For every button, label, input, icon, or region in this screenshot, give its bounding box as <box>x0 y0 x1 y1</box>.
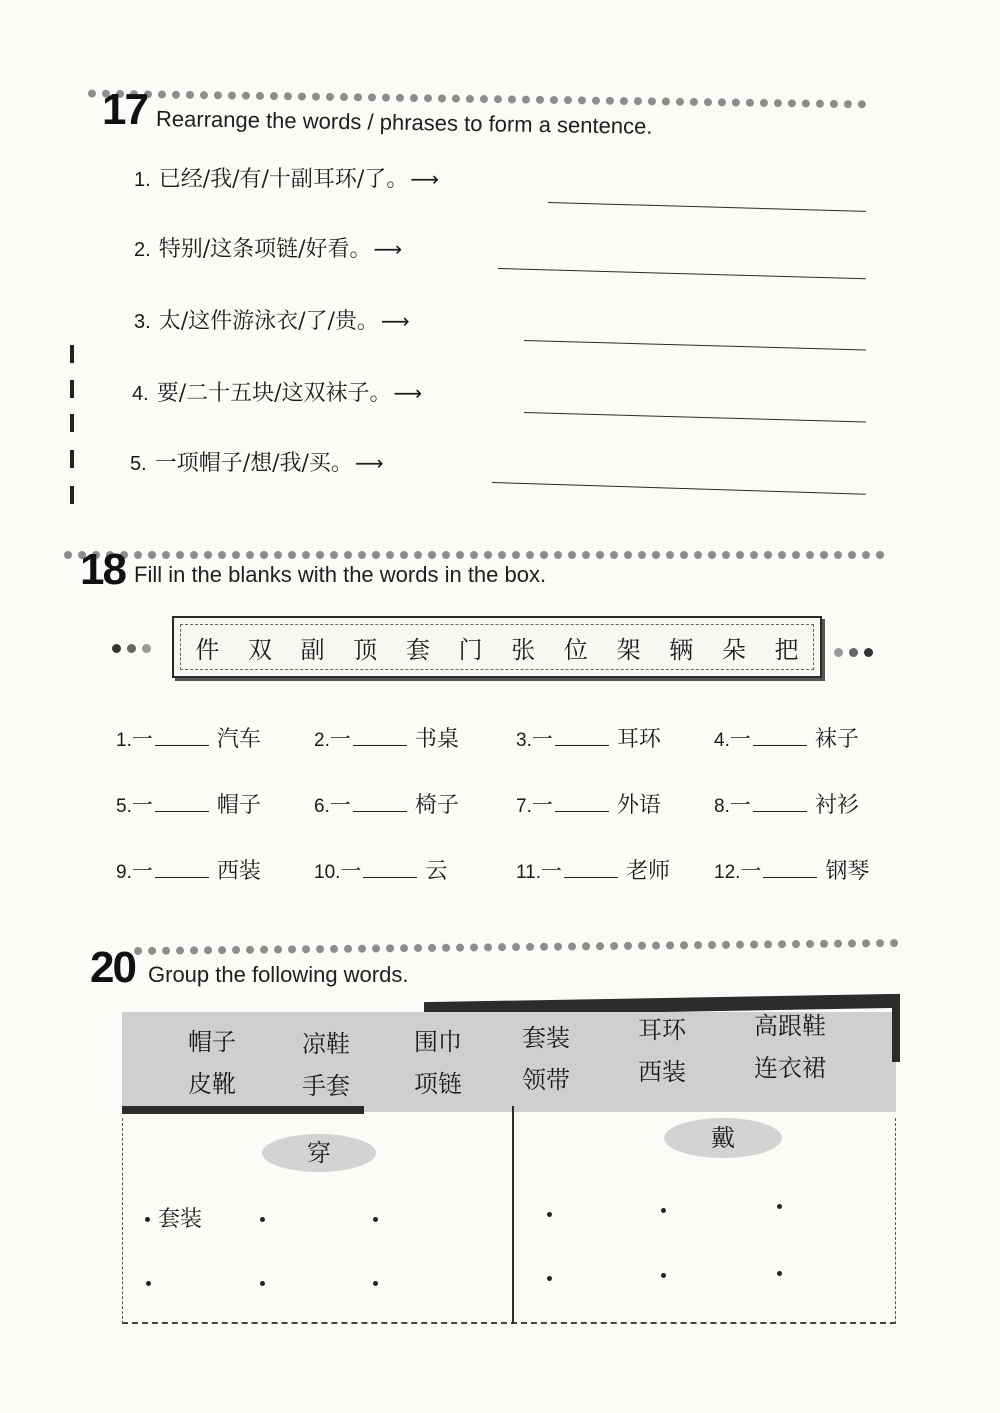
group-word: 皮靴 <box>188 1070 236 1098</box>
arrow-icon: ⟶ <box>380 309 410 333</box>
bullet-dot <box>777 1271 782 1276</box>
measure-noun: 汽车 <box>216 727 261 752</box>
margin-mark <box>70 450 74 468</box>
group-word: 帽子 <box>188 1028 236 1056</box>
bullet-dot <box>260 1281 265 1286</box>
answer-line[interactable] <box>492 482 866 495</box>
arrow-icon: ⟶ <box>373 237 403 261</box>
measure-noun: 钢琴 <box>825 859 870 884</box>
fill-blank-item: 11.一 老师 <box>516 859 671 884</box>
prefix-yi: 一 <box>131 859 153 883</box>
bullet-dot <box>260 1217 265 1222</box>
margin-mark <box>70 486 74 504</box>
box-word: 架 <box>616 635 641 664</box>
exercise-17-item: 5. 一项帽子/想/我/买。 ⟶ <box>130 451 384 476</box>
fill-blank-item: 12.一 钢琴 <box>714 859 870 884</box>
exercise-17-number: 17 <box>102 85 147 134</box>
prefix-yi: 一 <box>329 793 351 817</box>
group-word: 凉鞋 <box>302 1030 350 1058</box>
bullet-dot <box>373 1281 378 1286</box>
blank-field[interactable] <box>753 793 807 812</box>
blank-field[interactable] <box>155 793 209 812</box>
exercise-18-title: Fill in the blanks with the words in the box. <box>134 562 547 587</box>
prefix-yi: 一 <box>131 793 153 817</box>
prefix-yi: 一 <box>131 727 153 751</box>
fill-blank-item: 3.一 耳环 <box>516 727 661 752</box>
group-word: 围巾 <box>414 1028 462 1056</box>
decor-dots-right <box>834 644 879 662</box>
measure-noun: 帽子 <box>216 793 261 818</box>
word-box <box>172 616 822 678</box>
arrow-icon: ⟶ <box>354 451 384 475</box>
bullet-dot <box>661 1208 666 1213</box>
box-word: 顶 <box>353 635 378 664</box>
box-word: 套 <box>405 635 430 664</box>
decor-dots-left <box>112 640 157 658</box>
measure-noun: 椅子 <box>414 793 459 818</box>
word-box-words <box>180 624 814 670</box>
column-divider <box>512 1106 514 1324</box>
exercise-20-number: 20 <box>90 943 135 992</box>
prefix-yi: 一 <box>531 793 553 817</box>
group-word: 手套 <box>302 1072 350 1100</box>
exercise-18-number: 18 <box>80 545 125 594</box>
box-word: 双 <box>247 635 272 664</box>
box-word: 朵 <box>721 635 746 664</box>
example-answer: 套装 <box>158 1207 203 1232</box>
prefix-yi: 一 <box>729 793 751 817</box>
dot-divider <box>64 546 894 556</box>
measure-noun: 外语 <box>616 793 661 818</box>
box-word: 辆 <box>669 635 694 664</box>
group-word: 套装 <box>522 1024 570 1052</box>
bullet-dot <box>661 1273 666 1278</box>
prefix-yi: 一 <box>531 727 553 751</box>
measure-noun: 衬衫 <box>814 793 859 818</box>
blank-field[interactable] <box>155 727 209 746</box>
exercise-17-title: Rearrange the words / phrases to form a sentence. <box>155 106 653 139</box>
bullet-dot <box>547 1212 552 1217</box>
box-word: 件 <box>195 635 220 664</box>
box-word: 副 <box>300 635 325 664</box>
column-header-wear: 穿 <box>262 1134 376 1172</box>
measure-noun: 书桌 <box>414 727 459 752</box>
bullet-dot <box>145 1217 150 1222</box>
fill-blank-item: 4.一 袜子 <box>714 727 859 752</box>
box-word: 位 <box>563 635 588 664</box>
measure-noun: 云 <box>425 859 448 884</box>
exercise-17-item: 3. 太/这件游泳衣/了/贵。 ⟶ <box>134 309 410 334</box>
group-word: 西装 <box>638 1058 686 1086</box>
prefix-yi: 一 <box>541 859 563 883</box>
bullet-dot <box>777 1204 782 1209</box>
prefix-yi: 一 <box>329 727 351 751</box>
box-word: 张 <box>511 635 536 664</box>
blank-field[interactable] <box>564 859 618 878</box>
fill-blank-item: 2.一 书桌 <box>314 727 459 752</box>
exercise-17-item: 4. 要/二十五块/这双袜子。 ⟶ <box>132 381 423 406</box>
prefix-yi: 一 <box>340 859 362 883</box>
blank-field[interactable] <box>763 859 817 878</box>
arrow-icon: ⟶ <box>393 381 423 405</box>
arrow-icon: ⟶ <box>410 167 440 191</box>
grouping-table <box>122 1118 896 1324</box>
prefix-yi: 一 <box>729 727 751 751</box>
margin-mark <box>70 345 74 363</box>
answer-line[interactable] <box>498 268 866 279</box>
group-word: 连衣裙 <box>754 1054 826 1082</box>
dot-divider <box>88 84 878 105</box>
fill-blank-item: 10.一 云 <box>314 859 448 884</box>
margin-mark <box>70 414 74 432</box>
band-border <box>122 1106 364 1114</box>
fill-blank-item: 5.一 帽子 <box>116 793 261 818</box>
answer-line[interactable] <box>548 202 866 212</box>
answer-line[interactable] <box>524 412 866 423</box>
blank-field[interactable] <box>555 727 609 746</box>
fill-blank-item: 7.一 外语 <box>516 793 661 818</box>
box-word: 门 <box>458 635 483 664</box>
group-word: 耳环 <box>638 1016 686 1044</box>
fill-blank-item: 1.一 汽车 <box>116 727 261 752</box>
blank-field[interactable] <box>753 727 807 746</box>
fill-blank-item: 6.一 椅子 <box>314 793 459 818</box>
measure-noun: 袜子 <box>814 727 859 752</box>
column-header-put-on: 戴 <box>664 1118 782 1158</box>
measure-noun: 老师 <box>626 859 671 884</box>
exercise-17-item: 2. 特别/这条项链/好看。 ⟶ <box>134 237 403 262</box>
measure-noun: 耳环 <box>616 727 661 752</box>
margin-mark <box>70 380 74 398</box>
group-word: 领带 <box>522 1066 570 1094</box>
bullet-dot <box>146 1281 151 1286</box>
prefix-yi: 一 <box>740 859 762 883</box>
bullet-dot <box>373 1217 378 1222</box>
blank-field[interactable] <box>353 727 407 746</box>
box-word: 把 <box>774 635 799 664</box>
band-border <box>892 998 900 1062</box>
bullet-dot <box>547 1276 552 1281</box>
blank-field[interactable] <box>363 859 417 878</box>
fill-blank-item: 9.一 西装 <box>116 859 261 884</box>
fill-blank-item: 8.一 衬衫 <box>714 793 859 818</box>
exercise-20-title: Group the following words. <box>148 962 409 987</box>
measure-noun: 西装 <box>216 859 261 884</box>
blank-field[interactable] <box>353 793 407 812</box>
answer-line[interactable] <box>524 340 866 351</box>
blank-field[interactable] <box>155 859 209 878</box>
exercise-17-item: 1. 已经/我/有/十副耳环/了。 ⟶ <box>134 167 440 192</box>
blank-field[interactable] <box>555 793 609 812</box>
group-word: 高跟鞋 <box>754 1012 826 1040</box>
group-word: 项链 <box>414 1070 462 1098</box>
dot-divider <box>134 934 904 952</box>
